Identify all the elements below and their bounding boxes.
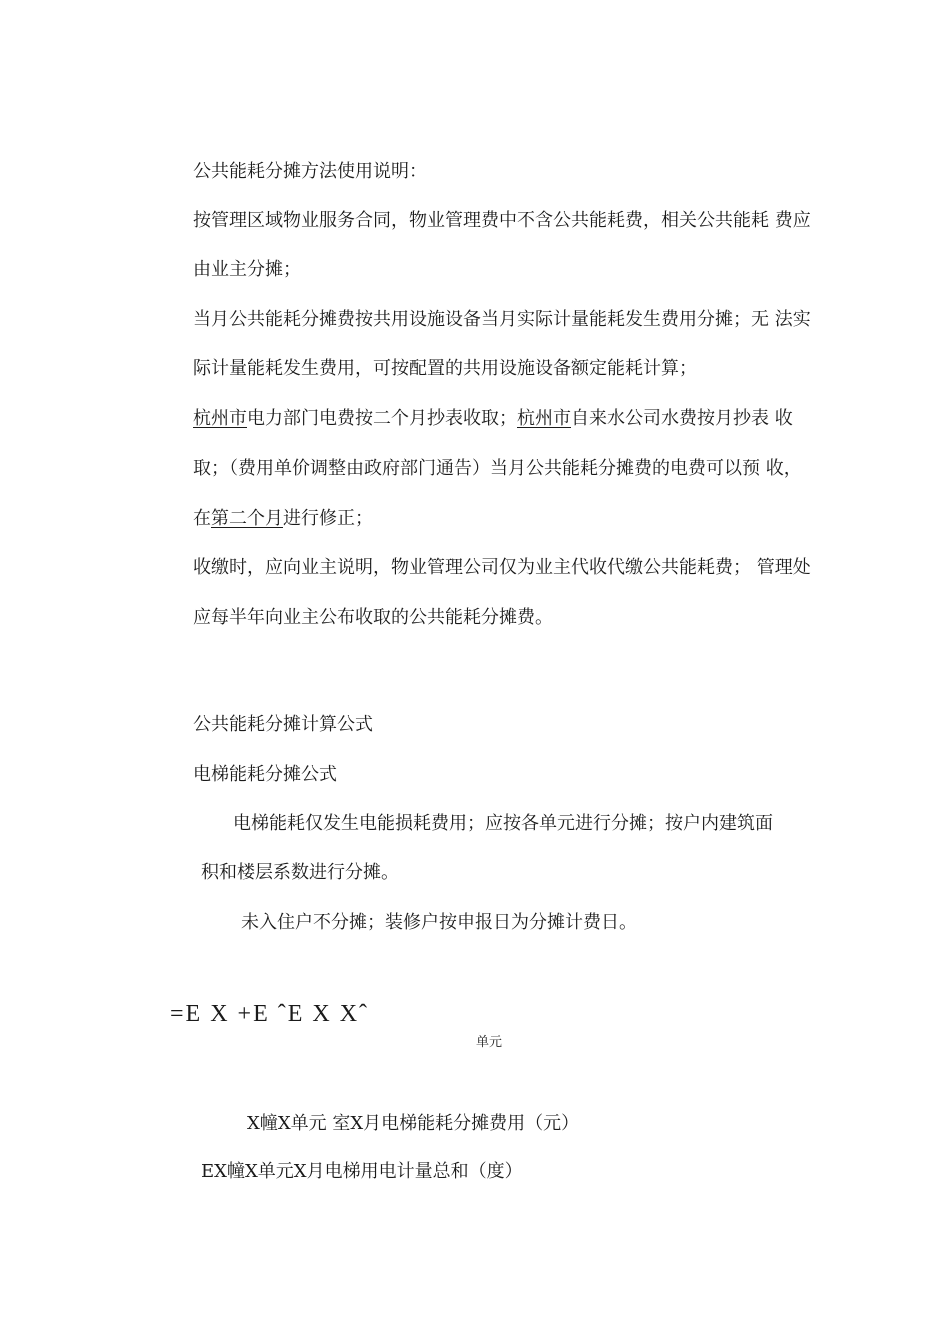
subheading-elevator: 电梯能耗分摊公式 xyxy=(193,764,337,785)
paragraph-line: 由业主分摊； xyxy=(193,259,301,280)
heading-instructions: 公共能耗分摊方法使用说明： xyxy=(193,161,427,182)
second-month-underlined: 第二个月 xyxy=(211,508,283,529)
paragraph-line: 际计量能耗发生费用，可按配置的共用设施设备额定能耗计算； xyxy=(193,358,697,379)
paragraph-line: 按管理区域物业服务合同，物业管理费中不含公共能耗费，相关公共能耗 费应 xyxy=(193,210,811,231)
paragraph-line: 积和楼层系数进行分摊。 xyxy=(201,862,399,883)
heading-formulas: 公共能耗分摊计算公式 xyxy=(193,714,373,735)
text-segment: 电力部门电费按二个月抄表收取； xyxy=(247,408,517,429)
formula-expression: =E X +E ˆE X Xˆ xyxy=(170,1001,370,1027)
text-segment: 进行修正； xyxy=(283,508,373,529)
city-name-underlined: 杭州市 xyxy=(193,408,247,429)
text-segment: 自来水公司水费按月抄表 收 xyxy=(571,408,793,429)
paragraph-line: 应每半年向业主公布收取的公共能耗分摊费。 xyxy=(193,607,553,628)
paragraph-line: 电梯能耗仅发生电能损耗费用；应按各单元进行分摊；按户内建筑面 xyxy=(233,813,773,834)
text-segment: 在 xyxy=(193,508,211,529)
paragraph-line: 取；（费用单价调整由政府部门通告）当月公共能耗分摊费的电费可以预 收， xyxy=(193,458,802,479)
paragraph-line xyxy=(193,407,793,431)
definition-line: EX幢X单元X月电梯用电计量总和（度） xyxy=(201,1161,523,1182)
paragraph-line: 收缴时，应向业主说明，物业管理公司仅为业主代收代缴公共能耗费； 管理处 xyxy=(193,557,811,578)
definition-line: X幢X单元 室X月电梯能耗分摊费用（元） xyxy=(247,1113,580,1134)
formula-subscript: 单元 xyxy=(476,1035,503,1050)
paragraph-line: 未入住户不分摊；装修户按申报日为分摊计费日。 xyxy=(241,912,637,933)
paragraph-line xyxy=(193,507,373,531)
paragraph-line: 当月公共能耗分摊费按共用设施设备当月实际计量能耗发生费用分摊；无 法实 xyxy=(193,309,811,330)
city-name-underlined: 杭州市 xyxy=(517,408,571,429)
